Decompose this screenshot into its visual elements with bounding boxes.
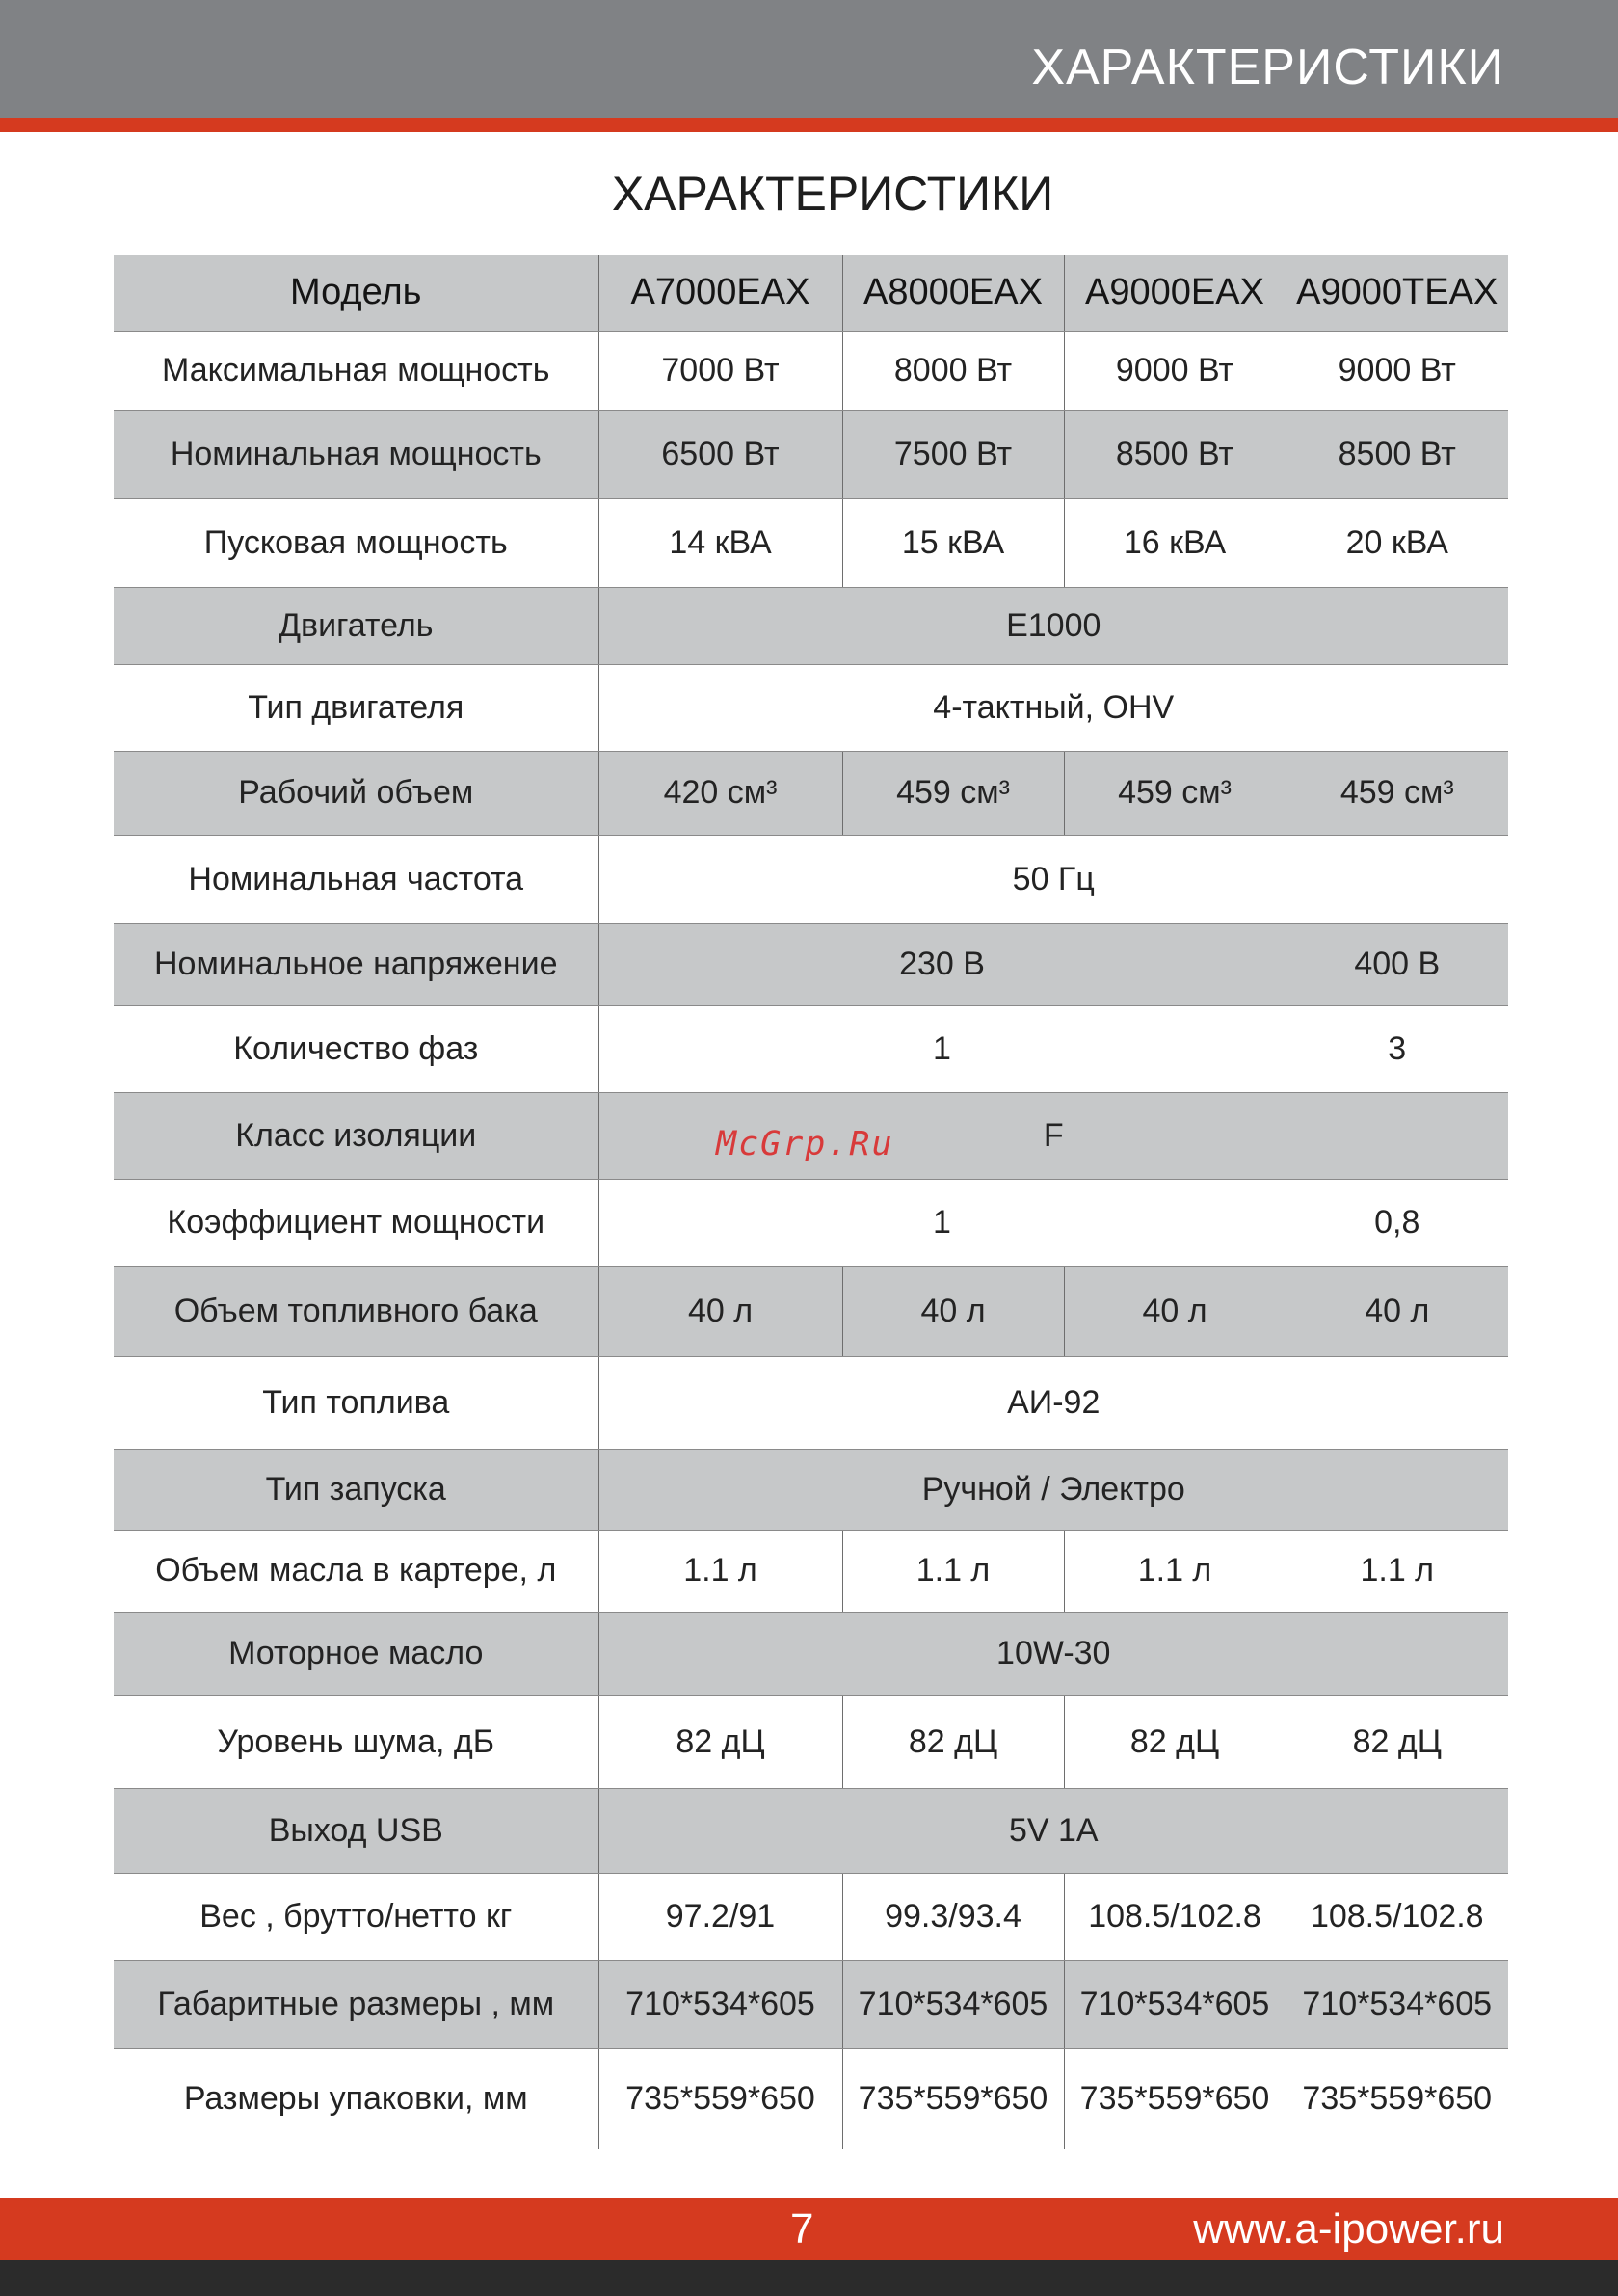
table-cell: 1.1 л bbox=[1286, 1530, 1508, 1612]
table-cell: 16 кВА bbox=[1064, 498, 1286, 587]
table-cell: 3 bbox=[1286, 1005, 1508, 1092]
table-row bbox=[114, 1873, 1508, 1960]
row-label: Номинальная частота bbox=[114, 835, 598, 923]
watermark: McGrp.Ru bbox=[716, 1125, 894, 1163]
row-label: Коэффициент мощности bbox=[114, 1179, 598, 1266]
table-cell: 9000 Вт bbox=[1286, 331, 1508, 410]
table-row bbox=[114, 923, 1508, 1005]
table-cell: 108.5/102.8 bbox=[1286, 1873, 1508, 1960]
row-label: Объем масла в картере, л bbox=[114, 1530, 598, 1612]
table-row bbox=[114, 1612, 1508, 1695]
table-row bbox=[114, 1266, 1508, 1356]
table-cell: 1 bbox=[598, 1005, 1286, 1092]
footer-band bbox=[0, 2198, 1618, 2260]
table-cell: 40 л bbox=[842, 1266, 1064, 1356]
table-cell: АИ-92 bbox=[598, 1356, 1508, 1449]
table-cell: F bbox=[598, 1092, 1508, 1179]
table-cell: 8500 Вт bbox=[1064, 410, 1286, 498]
page-title: ХАРАКТЕРИСТИКИ bbox=[611, 167, 1054, 221]
table-cell: 1.1 л bbox=[1064, 1530, 1286, 1612]
table-cell: 420 см³ bbox=[598, 751, 842, 835]
spec-table bbox=[114, 255, 1508, 2149]
table-cell: 40 л bbox=[1286, 1266, 1508, 1356]
table-cell: 40 л bbox=[598, 1266, 842, 1356]
table-row bbox=[114, 498, 1508, 587]
table-cell: 7000 Вт bbox=[598, 331, 842, 410]
table-cell: 97.2/91 bbox=[598, 1873, 842, 1960]
row-label: Тип запуска bbox=[114, 1449, 598, 1530]
table-cell: 710*534*605 bbox=[598, 1960, 842, 2048]
table-body bbox=[114, 331, 1508, 2149]
table-cell: 7500 Вт bbox=[842, 410, 1064, 498]
row-label: Номинальная мощность bbox=[114, 410, 598, 498]
row-label: Вес , брутто/нетто кг bbox=[114, 1873, 598, 1960]
header-accent-stripe bbox=[0, 118, 1618, 132]
table-cell: 108.5/102.8 bbox=[1064, 1873, 1286, 1960]
table-cell: 735*559*650 bbox=[1286, 2048, 1508, 2149]
table-row bbox=[114, 835, 1508, 923]
table-cell: 710*534*605 bbox=[1064, 1960, 1286, 2048]
table-row bbox=[114, 1449, 1508, 1530]
table-row bbox=[114, 331, 1508, 410]
table-cell: 459 см³ bbox=[842, 751, 1064, 835]
row-label: Номинальное напряжение bbox=[114, 923, 598, 1005]
row-label: Габаритные размеры , мм bbox=[114, 1960, 598, 2048]
row-label: Пусковая мощность bbox=[114, 498, 598, 587]
table-cell: 710*534*605 bbox=[1286, 1960, 1508, 2048]
table-cell: 40 л bbox=[1064, 1266, 1286, 1356]
table-cell: 82 дЦ bbox=[842, 1695, 1064, 1788]
table-cell: 50 Гц bbox=[598, 835, 1508, 923]
table-cell: 99.3/93.4 bbox=[842, 1873, 1064, 1960]
table-cell: 735*559*650 bbox=[1064, 2048, 1286, 2149]
table-cell: 459 см³ bbox=[1064, 751, 1286, 835]
table-cell: 1 bbox=[598, 1179, 1286, 1266]
site-url: www.a-ipower.ru bbox=[1193, 2205, 1504, 2253]
header-cell-model-3: A9000EAX bbox=[1064, 255, 1286, 331]
table-cell: 8500 Вт bbox=[1286, 410, 1508, 498]
table-cell: 710*534*605 bbox=[842, 1960, 1064, 2048]
table-row bbox=[114, 751, 1508, 835]
row-label: Максимальная мощность bbox=[114, 331, 598, 410]
header-cell-model-4: A9000TEAX bbox=[1286, 255, 1508, 331]
page-number: 7 bbox=[790, 2205, 814, 2253]
table-row bbox=[114, 1788, 1508, 1873]
table-cell: 1.1 л bbox=[598, 1530, 842, 1612]
table-cell: 1.1 л bbox=[842, 1530, 1064, 1612]
table-cell: 400 В bbox=[1286, 923, 1508, 1005]
table-cell: 735*559*650 bbox=[842, 2048, 1064, 2149]
table-row bbox=[114, 1179, 1508, 1266]
table-row bbox=[114, 1005, 1508, 1092]
table-row bbox=[114, 1695, 1508, 1788]
table-cell: 0,8 bbox=[1286, 1179, 1508, 1266]
header-cell-model-1: A7000EAX bbox=[598, 255, 842, 331]
table-cell: 735*559*650 bbox=[598, 2048, 842, 2149]
table-row bbox=[114, 410, 1508, 498]
table-cell: 230 В bbox=[598, 923, 1286, 1005]
header-band bbox=[0, 0, 1618, 118]
table-row bbox=[114, 1960, 1508, 2048]
table-cell: 82 дЦ bbox=[598, 1695, 842, 1788]
table-cell: 10W-30 bbox=[598, 1612, 1508, 1695]
table-row bbox=[114, 587, 1508, 664]
row-label: Рабочий объем bbox=[114, 751, 598, 835]
table-cell: 14 кВА bbox=[598, 498, 842, 587]
row-label: Объем топливного бака bbox=[114, 1266, 598, 1356]
table-cell: 15 кВА bbox=[842, 498, 1064, 587]
table-cell: 9000 Вт bbox=[1064, 331, 1286, 410]
table-cell: 8000 Вт bbox=[842, 331, 1064, 410]
row-label: Тип двигателя bbox=[114, 664, 598, 751]
table-row bbox=[114, 1356, 1508, 1449]
row-label: Размеры упаковки, мм bbox=[114, 2048, 598, 2149]
header-cell-model: Модель bbox=[114, 255, 598, 331]
table-cell: E1000 bbox=[598, 587, 1508, 664]
row-label: Тип топлива bbox=[114, 1356, 598, 1449]
table-cell: 4-тактный, OHV bbox=[598, 664, 1508, 751]
table-cell: 459 см³ bbox=[1286, 751, 1508, 835]
row-label: Уровень шума, дБ bbox=[114, 1695, 598, 1788]
table-cell: 82 дЦ bbox=[1286, 1695, 1508, 1788]
table-header-row bbox=[114, 255, 1508, 331]
table-cell: 6500 Вт bbox=[598, 410, 842, 498]
header-title: ХАРАКТЕРИСТИКИ bbox=[1031, 40, 1504, 95]
table-cell: Ручной / Электро bbox=[598, 1449, 1508, 1530]
table-row bbox=[114, 1530, 1508, 1612]
header-cell-model-2: A8000EAX bbox=[842, 255, 1064, 331]
row-label: Количество фаз bbox=[114, 1005, 598, 1092]
row-label: Моторное масло bbox=[114, 1612, 598, 1695]
row-label: Класс изоляции bbox=[114, 1092, 598, 1179]
row-label: Двигатель bbox=[114, 587, 598, 664]
table-cell: 82 дЦ bbox=[1064, 1695, 1286, 1788]
table-row bbox=[114, 664, 1508, 751]
table-cell: 20 кВА bbox=[1286, 498, 1508, 587]
table-cell: 5V 1A bbox=[598, 1788, 1508, 1873]
row-label: Выход USB bbox=[114, 1788, 598, 1873]
footer-dark-strip bbox=[0, 2260, 1618, 2296]
table-row bbox=[114, 2048, 1508, 2149]
